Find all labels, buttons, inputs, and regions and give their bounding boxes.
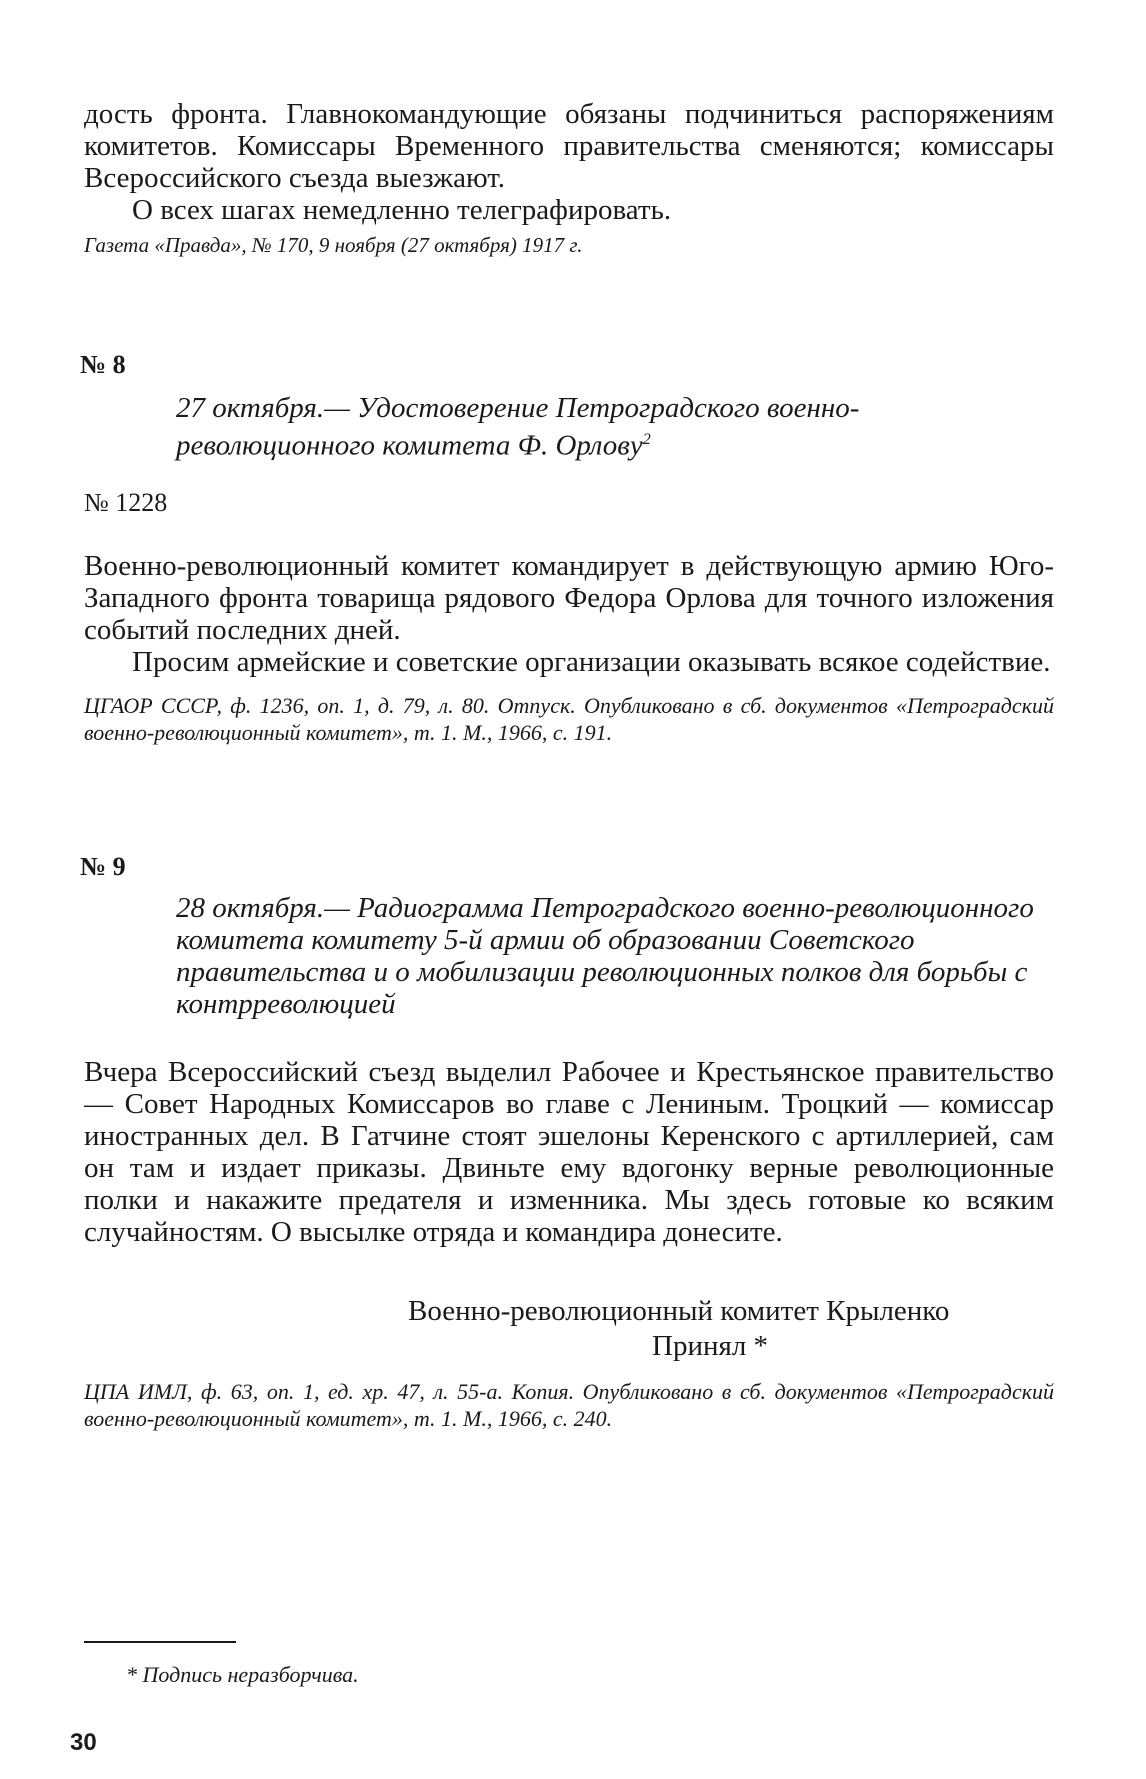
doc8-paragraph-2: Просим армейские и советские организации оказывать всякое содействие.: [132, 646, 1051, 678]
page-number: 30: [70, 1729, 97, 1756]
doc9-source: ЦПА ИМЛ, ф. 63, оп. 1, ед. хр. 47, л. 55-а. Копия. Опубликовано в сб. документов «Петроградский военно-революционный комитет», т. 1. М., 1966, с. 240.: [84, 1379, 1054, 1431]
doc9-body: [84, 1056, 1054, 1248]
top-paragraph-2: О всех шагах немедленно телеграфировать.: [132, 194, 672, 226]
doc9-number: № 9: [80, 852, 126, 881]
doc9-signature: Военно-революционный комитет Крыленко: [408, 1295, 950, 1327]
footnote-divider: [84, 1641, 236, 1643]
doc8-paragraph-1: Военно-революционный комитет командирует в действующую армию Юго-Западного фронта товарища рядового Федора Орлова для точного изложения событий последних дней.: [84, 550, 1054, 646]
doc8-heading-text: 27 октября.— Удостоверение Петроградского военно-революционного комитета Ф. Орлову: [176, 392, 860, 462]
top-source: Газета «Правда», № 170, 9 ноября (27 октября) 1917 г.: [84, 233, 583, 257]
doc9-paragraph-1: Вчера Всероссийский съезд выделил Рабочее и Крестьянское правительство — Совет Народных Комиссаров во главе с Лениным. Троцкий — комиссар иностранных дел. В Гатчине стоят эшелоны Керенского с артиллерией, сам он там и издает приказы. Двиньте ему вдогонку верные революционные полки и накажите предателя и изменника. Мы здесь готовые ко всяким случайностям. О высылке отряда и командира донесите.: [84, 1056, 1054, 1248]
doc8-body: [84, 550, 1054, 746]
top-section: [84, 98, 1054, 259]
doc8-heading: [176, 392, 1036, 462]
top-paragraph-1: дость фронта. Главнокомандующие обязаны подчиниться распоряжениям комитетов. Комиссары Временного правительства сменяются; комиссары Всероссийского съезда выезжают.: [84, 98, 1054, 194]
doc8-source: ЦГАОР СССР, ф. 1236, оп. 1, д. 79, л. 80. Отпуск. Опубликовано в сб. документов «Петроградский военно-революционный комитет», т. 1. М., 1966, с. 191.: [84, 693, 1054, 745]
footnote: * Подпись неразборчива.: [126, 1662, 359, 1687]
doc8-note-ref: 2: [642, 431, 651, 448]
doc9-source-block: [84, 1378, 1054, 1432]
doc8-reg-number: № 1228: [84, 488, 168, 517]
doc9-received: Принял *: [652, 1330, 769, 1362]
doc9-heading: 28 октября.— Радиограмма Петроградского военно-революционного комитета комитету 5-й армии об образовании Советского правительства и о мобилизации революционных полков для борьбы с контрреволюцией: [176, 892, 1034, 1020]
doc8-number: № 8: [80, 350, 126, 379]
